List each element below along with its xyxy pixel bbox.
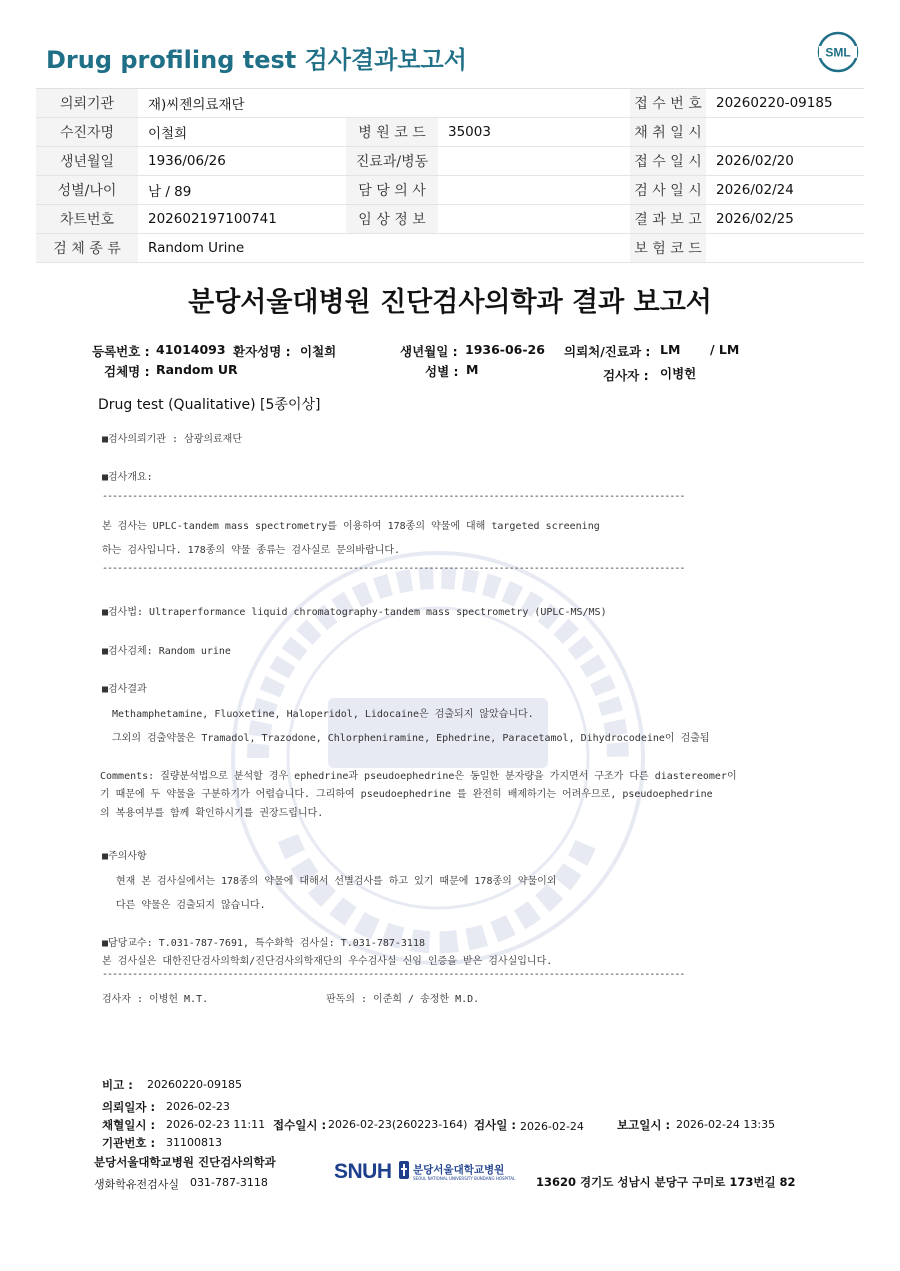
dept-label: 의뢰처/진료과 : bbox=[564, 344, 651, 359]
signature-tester: 검사자 : 이병헌 M.T. bbox=[102, 994, 209, 1005]
info-value: 2026/02/25 bbox=[706, 205, 864, 234]
tester-label: 검사자 : bbox=[603, 368, 649, 383]
snuh-logo-text: SNUH bbox=[334, 1160, 392, 1183]
info-value: 남 / 89 bbox=[138, 176, 346, 205]
lab-name: 생화학유전검사실 bbox=[94, 1178, 180, 1191]
report-line-2: ■검사개요: bbox=[102, 472, 153, 483]
birth-label: 생년월일 : bbox=[400, 344, 458, 359]
info-value bbox=[706, 234, 864, 263]
info-value: 20260220-09185 bbox=[706, 89, 864, 118]
hospital-address: 13620 경기도 성남시 분당구 구미로 173번길 82 bbox=[536, 1175, 796, 1189]
report-line-12: 의 복용여부를 함께 확인하시기를 권장드립니다. bbox=[100, 808, 324, 819]
report-line-14: 현재 본 검사실에서는 178종의 약물에 대해서 선별검사를 하고 있기 때문에 178종의 약물이외 bbox=[116, 876, 557, 887]
info-value: 재)씨젠의료재단 bbox=[138, 89, 346, 118]
report-line-4: 하는 검사입니다. 178종의 약물 종류는 검사실로 문의바랍니다. bbox=[102, 545, 401, 556]
info-row bbox=[36, 176, 864, 205]
info-label: 검 사 일 시 bbox=[630, 176, 706, 205]
signature-doctor: 판독의 : 이준희 / 송정한 M.D. bbox=[326, 994, 480, 1005]
info-label: 접 수 일 시 bbox=[630, 147, 706, 176]
info-value bbox=[438, 147, 630, 176]
info-value bbox=[706, 118, 864, 147]
report-line-17: 본 검사실은 대한진단검사의학회/진단검사의학재단의 우수검사실 신임 인증을 받은 검사실입니다. bbox=[102, 956, 553, 967]
info-value: Random Urine bbox=[138, 234, 346, 263]
report-line-7: ■검사결과 bbox=[102, 684, 147, 695]
info-value: 1936/06/26 bbox=[138, 147, 346, 176]
info-label: 채 취 일 시 bbox=[630, 118, 706, 147]
divider-line-2: -------------------------------------------------------------------------------------------------------------------- bbox=[102, 563, 685, 574]
report-line-8: Methamphetamine, Fluoxetine, Haloperidol, Lidocaine은 검출되지 않았습니다. bbox=[112, 709, 534, 720]
info-label: 진료과/병동 bbox=[346, 147, 438, 176]
test-name: Drug test (Qualitative) [5종이상] bbox=[98, 397, 321, 413]
patient-info-table bbox=[36, 88, 864, 263]
dept-value: LM bbox=[660, 342, 681, 357]
patient-name-label: 환자성명 : bbox=[233, 344, 291, 359]
report-line-11: 기 때문에 두 약물을 구분하기가 어렵습니다. 그리하여 pseudoephedrine 를 완전히 배제하기는 어려우므로, pseudoephedrine bbox=[100, 789, 713, 800]
info-label: 차트번호 bbox=[36, 205, 138, 234]
info-value: 이철희 bbox=[138, 118, 346, 147]
institution-label: 기관번호 : bbox=[102, 1136, 156, 1150]
test-date-value: 2026-02-24 bbox=[520, 1120, 584, 1133]
divider-line-3: -------------------------------------------------------------------------------------------------------------------- bbox=[102, 969, 685, 980]
report-line-10: Comments: 질량분석법으로 분석할 경우 ephedrine과 pseudoephedrine은 동일한 분자량을 가지면서 구조가 다른 diastereomer이 bbox=[100, 771, 737, 782]
info-label: 접 수 번 호 bbox=[630, 89, 706, 118]
info-row bbox=[36, 147, 864, 176]
info-value bbox=[438, 234, 630, 263]
test-date-label: 검사일 : bbox=[474, 1118, 516, 1132]
info-label: 성별/나이 bbox=[36, 176, 138, 205]
report-line-13: ■주의사항 bbox=[102, 851, 147, 862]
specimen-value: Random UR bbox=[156, 362, 238, 377]
info-row bbox=[36, 89, 864, 118]
reg-no-value: 41014093 bbox=[156, 342, 226, 357]
receipt-label: 접수일시 : bbox=[273, 1118, 327, 1132]
sml-logo bbox=[816, 30, 860, 74]
collection-value: 2026-02-23 11:11 bbox=[166, 1118, 266, 1131]
sml-logo-text: SML bbox=[825, 45, 851, 60]
info-label: 결 과 보 고 bbox=[630, 205, 706, 234]
report-date-label: 보고일시 : bbox=[617, 1118, 671, 1132]
info-label: 검 체 종 류 bbox=[36, 234, 138, 263]
collection-label: 채혈일시 : bbox=[102, 1118, 156, 1132]
lab-phone: 031-787-3118 bbox=[190, 1176, 268, 1189]
report-line-5: ■검사법: Ultraperformance liquid chromatography-tandem mass spectrometry (UPLC-MS/MS) bbox=[102, 607, 607, 618]
report-header-title: Drug profiling test 검사결과보고서 bbox=[46, 46, 467, 74]
report-line-16: ■담당교수: T.031-787-7691, 특수화학 검사실: T.031-787-3118 bbox=[102, 938, 425, 949]
info-value: 2026/02/20 bbox=[706, 147, 864, 176]
dept-value-2: / LM bbox=[710, 342, 740, 357]
tester-value: 이병헌 bbox=[660, 366, 697, 381]
info-row bbox=[36, 234, 864, 263]
request-date-value: 2026-02-23 bbox=[166, 1100, 230, 1113]
info-value bbox=[438, 205, 630, 234]
info-label: 보 험 코 드 bbox=[630, 234, 706, 263]
info-value bbox=[438, 89, 630, 118]
remark-value: 20260220-09185 bbox=[147, 1078, 242, 1091]
remark-label: 비고 : bbox=[102, 1078, 133, 1092]
snuh-logo-icon bbox=[398, 1160, 410, 1180]
snuh-name-english: SEOUL NATIONAL UNIVERSITY BUNDANG HOSPITAL bbox=[413, 1176, 516, 1181]
info-label bbox=[346, 89, 438, 118]
sex-value: M bbox=[466, 362, 479, 377]
info-label: 담 당 의 사 bbox=[346, 176, 438, 205]
info-label bbox=[346, 234, 438, 263]
report-line-3: 본 검사는 UPLC-tandem mass spectrometry를 이용하여 178종의 약물에 대해 targeted screening bbox=[102, 521, 600, 532]
info-value: 202602197100741 bbox=[138, 205, 346, 234]
info-value bbox=[438, 176, 630, 205]
info-label: 임 상 정 보 bbox=[346, 205, 438, 234]
info-label: 수진자명 bbox=[36, 118, 138, 147]
request-date-label: 의뢰일자 : bbox=[102, 1100, 156, 1114]
info-value: 35003 bbox=[438, 118, 630, 147]
birth-value: 1936-06-26 bbox=[465, 342, 545, 357]
report-title: 분당서울대병원 진단검사의학과 결과 보고서 bbox=[188, 287, 712, 318]
department-name: 분당서울대학교병원 진단검사의학과 bbox=[94, 1155, 276, 1169]
specimen-label: 검체명 : bbox=[104, 364, 150, 379]
sex-label: 성별 : bbox=[425, 364, 459, 379]
report-line-1: ■검사의뢰기관 : 삼광의료재단 bbox=[102, 434, 243, 445]
info-label: 생년월일 bbox=[36, 147, 138, 176]
info-value: 2026/02/24 bbox=[706, 176, 864, 205]
report-line-9: 그외의 검출약물은 Tramadol, Trazodone, Chlorpheniramine, Ephedrine, Paracetamol, Dihydrocodeine이 검출됨 bbox=[112, 733, 710, 744]
patient-name-value: 이철희 bbox=[300, 344, 337, 359]
reg-no-label: 등록번호 : bbox=[92, 344, 150, 359]
snuh-name-korean: 분당서울대학교병원 bbox=[413, 1164, 505, 1176]
info-row bbox=[36, 118, 864, 147]
info-label: 의뢰기관 bbox=[36, 89, 138, 118]
institution-value: 31100813 bbox=[166, 1136, 222, 1149]
info-label: 병 원 코 드 bbox=[346, 118, 438, 147]
report-line-15: 다른 약물은 검출되지 않습니다. bbox=[116, 900, 266, 911]
report-line-6: ■검사검체: Random urine bbox=[102, 646, 231, 657]
divider-line-1: -------------------------------------------------------------------------------------------------------------------- bbox=[102, 491, 685, 502]
receipt-value: 2026-02-23(260223-164) bbox=[328, 1118, 468, 1131]
info-row bbox=[36, 205, 864, 234]
report-date-value: 2026-02-24 13:35 bbox=[676, 1118, 776, 1131]
